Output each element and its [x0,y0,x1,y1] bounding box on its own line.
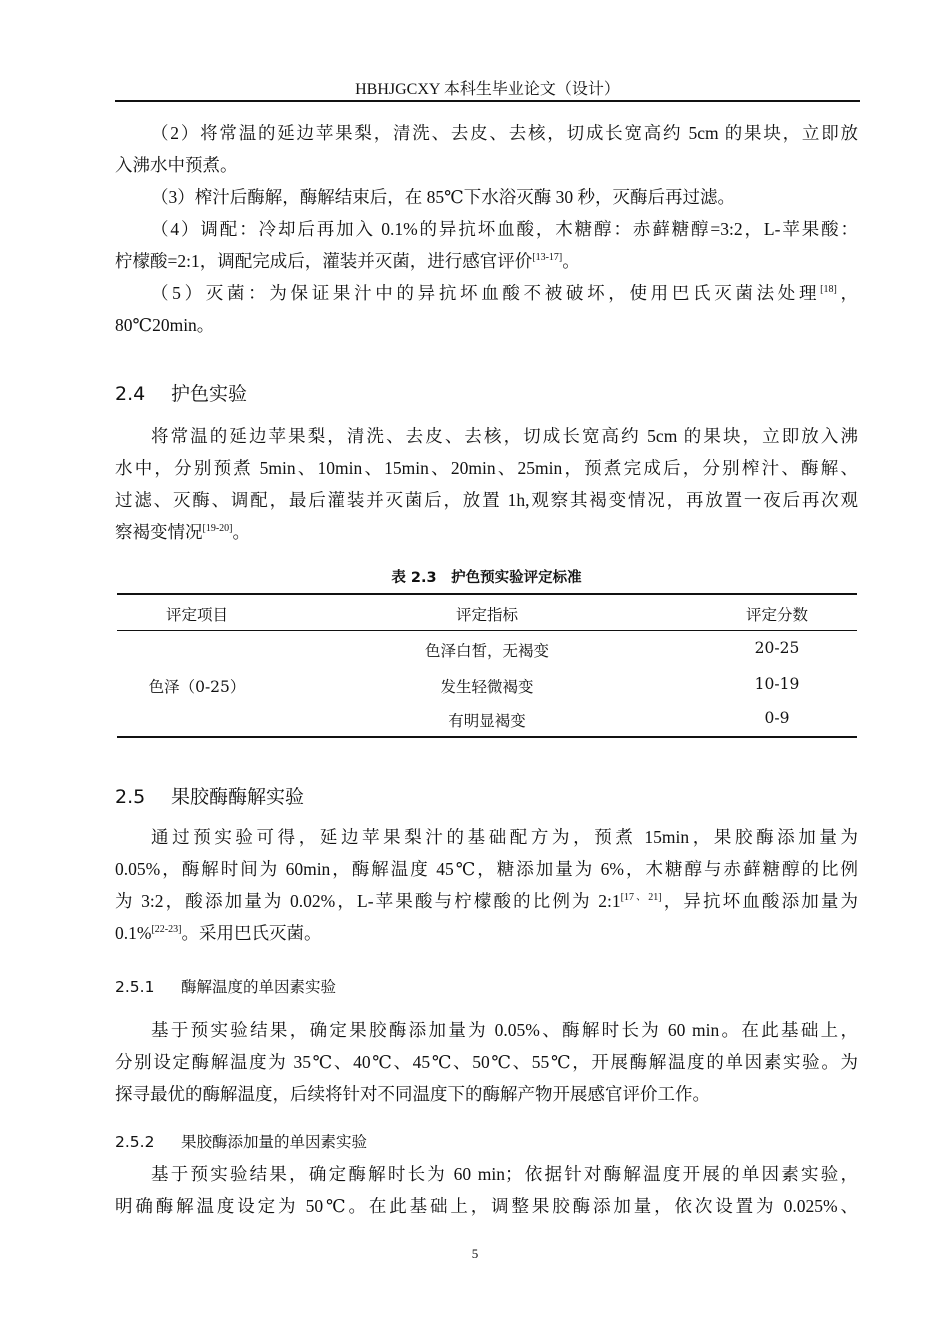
section-heading-2-5 [115,782,304,809]
cell: 20-25 [754,639,800,657]
text: 柠檬酸=2:1，调配完成后，灌装并灭菌，进行感官评价 [115,251,533,271]
section-title: 酶解温度的单因素实验 [181,978,337,996]
section-2-5-2-paragraph [115,1158,858,1222]
header-cell: 评定分数 [745,606,808,624]
section-2-5-paragraph [115,821,858,949]
table-header-rule [117,630,857,631]
step-4-line-1: （4）调配：冷却后再加入 0.1%的异抗坏血酸，木糖醇：赤藓糖醇=3:2，L-苹果酸： [151,219,858,239]
section-number: 2.5.1 [115,978,155,996]
text: ， [836,283,859,303]
section-heading-2-4 [115,379,247,406]
header-cell: 评定指标 [455,606,518,624]
line: 分别设定酶解温度为 35℃、40℃、45℃、50℃、55℃，开展酶解温度的单因素实验。为 [115,1052,858,1072]
section-number: 2.5.2 [115,1133,155,1151]
item-cell: 色泽（0-25） [148,678,246,696]
header-cell: 评定项目 [165,606,228,624]
running-header: HBHJGCXY 本科生毕业论文（设计） [355,81,620,98]
line [115,885,858,917]
cell: 10-19 [754,675,800,693]
line [115,917,858,949]
section-title: 果胶酶添加量的单因素实验 [181,1133,368,1151]
line: 过滤、灭酶、调配，最后灌装并灭菌后，放置 1h,观察其褐变情况，再放置一夜后再次观 [115,490,858,510]
text: 察褐变情况 [115,522,203,542]
cell: 0-9 [764,709,790,727]
step-5-line-1 [115,277,858,309]
header-rule [115,100,860,102]
cell: 有明显褐变 [448,712,526,730]
section-title: 护色实验 [171,383,248,405]
line: 0.05%，酶解时间为 60min，酶解温度 45℃，糖添加量为 6%，木糖醇与赤藓糖醇的比例 [115,859,858,879]
table-top-rule [117,593,857,595]
citation: [13-17] [532,252,563,263]
section-number: 2.4 [115,383,146,405]
citation: [19-20] [202,523,233,534]
line: 基于预实验结果，确定酶解时长为 60 min；依据针对酶解温度开展的单因素实验， [151,1164,858,1184]
line: 将常温的延边苹果梨，清洗、去皮、去核，切成长宽高约 5cm 的果块，立即放入沸 [151,426,858,446]
page-number: 5 [471,1246,479,1261]
step-5-line-2: 80℃20min。 [115,315,215,335]
line [115,516,858,548]
text: 。 [562,251,580,271]
cell: 色泽白皙，无褐变 [424,642,549,660]
section-2-5-1-paragraph [115,1014,858,1110]
step-2-line-1: （2）将常温的延边苹果梨，清洗、去皮、去核，切成长宽高约 5cm 的果块，立即放 [151,123,858,143]
text: 。 [232,522,250,542]
line: 水中，分别预煮 5min、10min、15min、20min、25min，预煮完成后，分别榨汁、酶解、 [115,458,858,478]
section-title: 果胶酶酶解实验 [171,786,305,808]
line: 基于预实验结果，确定果胶酶添加量为 0.05%、酶解时长为 60 min。在此基础上， [151,1020,858,1040]
steps-list [115,117,858,341]
text: （5）灭菌：为保证果汁中的异抗坏血酸不被破坏，使用巴氏灭菌法处理 [151,283,821,303]
table-caption: 表 2.3 护色预实验评定标准 [391,570,582,586]
step-2-line-2: 入沸水中预煮。 [115,155,238,175]
subsection-heading-2-5-2 [115,1130,367,1152]
step-4-line-2 [115,245,858,277]
citation: [18] [820,284,837,295]
text: ，异抗坏血酸添加量为 [661,891,858,911]
text: 0.1% [115,923,152,943]
line: 明确酶解温度设定为 50℃。在此基础上，调整果胶酶添加量，依次设置为 0.025%、 [115,1196,858,1216]
citation: [17、21] [620,892,662,903]
citation: [22-23] [151,924,182,935]
line: 通过预实验可得，延边苹果梨汁的基础配方为，预煮 15min，果胶酶添加量为 [151,827,858,847]
text: 为 3:2，酸添加量为 0.02%，L-苹果酸与柠檬酸的比例为 2:1 [115,891,621,911]
line: 探寻最优的酶解温度，后续将针对不同温度下的酶解产物开展感官评价工作。 [115,1084,710,1104]
step-3: （3）榨汁后酶解，酶解结束后，在 85℃下水浴灭酶 30 秒，灭酶后再过滤。 [151,187,735,207]
text: 。采用巴氏灭菌。 [181,923,322,943]
section-number: 2.5 [115,786,146,808]
section-2-4-paragraph [115,420,858,548]
subsection-heading-2-5-1 [115,975,336,997]
table-bottom-rule [117,736,857,738]
cell: 发生轻微褐变 [440,678,534,696]
